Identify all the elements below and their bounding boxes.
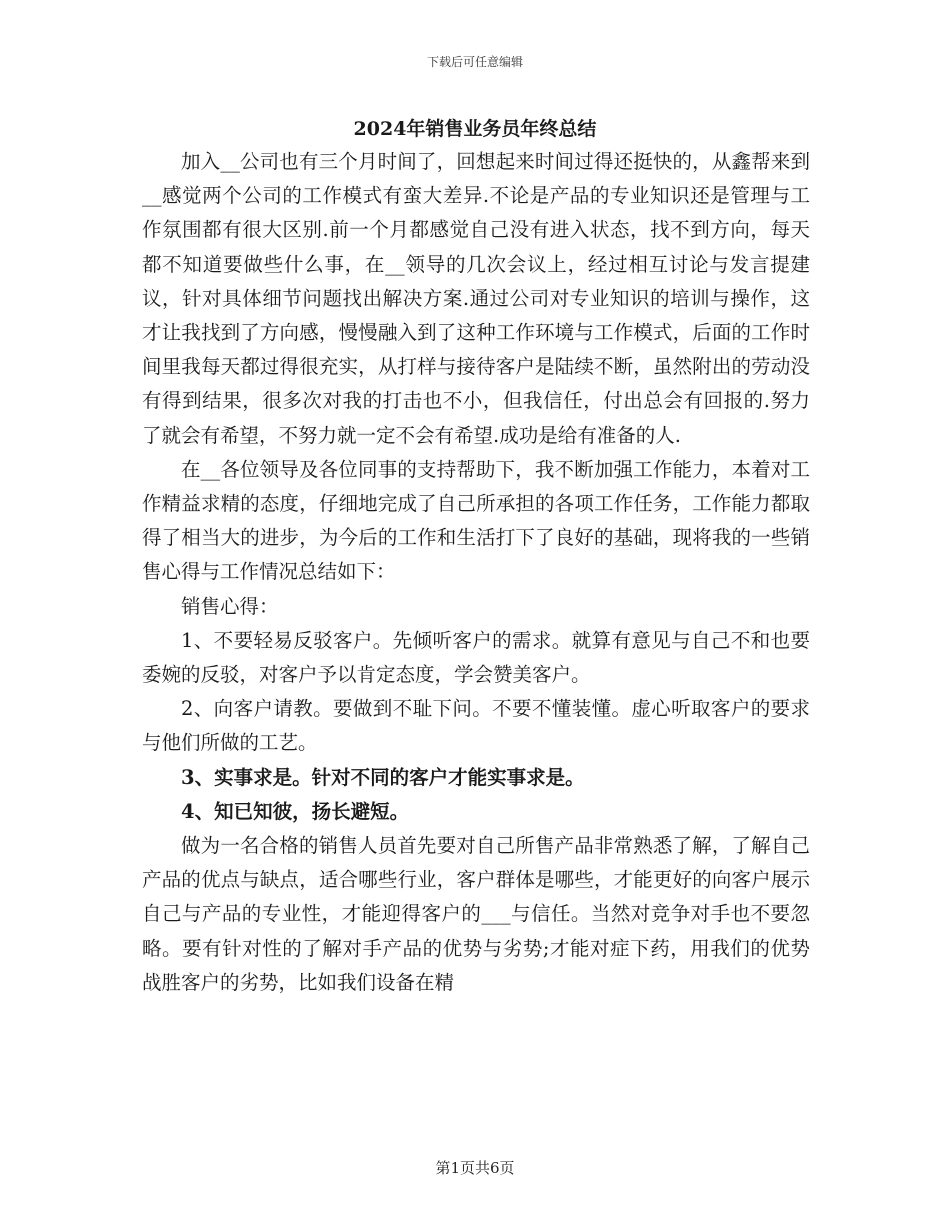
header-note: 下载后可任意编辑 bbox=[426, 55, 523, 69]
paragraph-product-knowledge: 做为一名合格的销售人员首先要对自己所售产品非常熟悉了解，了解自己产品的优点与缺点，适合哪些行业，客户群体是哪些，才能更好的向客户展示自己与产品的专业性，才能迎得客户的___与信任。当然对竞争对手也不要忽略。要有针对性的了解对手产品的优势与劣势;才能对症下药，用我们的优势战胜客户的劣势，比如我们设备在精 bbox=[142, 834, 810, 994]
paragraph-support: 在__各位领导及各位同事的支持帮助下，我不断加强工作能力，本着对工作精益求精的态度，仔细地完成了自己所承担的各项工作任务，工作能力都取得了相当大的进步，为今后的工作和生活打下了良好的基础，现将我的一些销售心得与工作情况总结如下： bbox=[142, 457, 810, 584]
paragraph-point-3: 3、实事求是。针对不同的客户才能实事求是。 bbox=[181, 765, 585, 789]
page-number: 第1页共6页 bbox=[435, 1159, 515, 1177]
document-title: 2024年销售业务员年终总结 bbox=[353, 118, 597, 140]
paragraph-intro: 加入__公司也有三个月时间了，回想起来时间过得还挺快的，从鑫帮来到__感觉两个公司的工作模式有蛮大差异.不论是产品的专业知识还是管理与工作氛围都有很大区别.前一个月都感觉自己没有进入状态，找不到方向，每天都不知道要做些什么事，在__领导的几次会议上，经过相互讨论与发言提建议，针对具体细节问题找出解决方案.通过公司对专业知识的培训与操作，这才让我找到了方向感，慢慢融入到了这种工作环境与工作模式，后面的工作时间里我每天都过得很充实，从打样与接待客户是陆续不断，虽然附出的劳动没有得到结果，很多次对我的打击也不小，但我信任，付出总会有回报的.努力了就会有希望，不努力就一定不会有希望.成功是给有准备的人. bbox=[142, 150, 810, 447]
paragraph-sales-heading: 销售心得： bbox=[181, 594, 279, 618]
document-body bbox=[142, 145, 810, 1000]
paragraph-point-2: 2、向客户请教。要做到不耻下问。不要不懂装懂。虚心听取客户的要求与他们所做的工艺。 bbox=[142, 697, 810, 755]
paragraph-point-4: 4、知已知彼，扬长避短。 bbox=[181, 799, 410, 823]
paragraph-point-1: 1、不要轻易反驳客户。先倾听客户的需求。就算有意见与自己不和也要委婉的反驳，对客户予以肯定态度，学会赞美客户。 bbox=[142, 628, 810, 687]
